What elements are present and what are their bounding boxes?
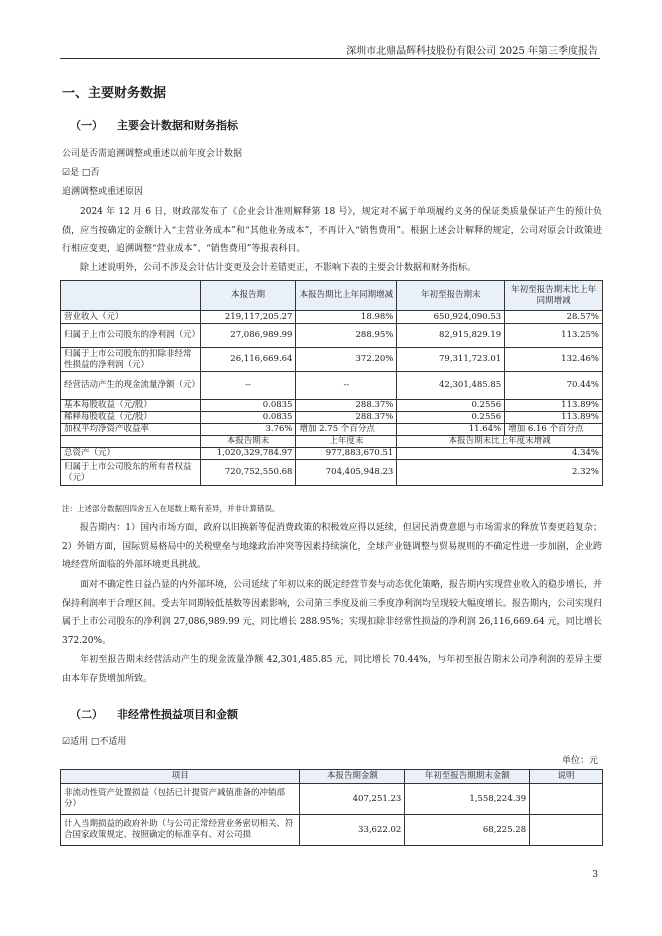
row-label: 基本每股收益（元/股） — [61, 400, 201, 412]
row-label: 归属于上市公司股东的扣除非经常性损益的净利润（元） — [61, 348, 201, 372]
table-row — [61, 348, 603, 372]
table-header: 上年度末 — [296, 436, 397, 448]
subsection-label: 非经常性损益项目和金额 — [117, 708, 238, 721]
cell-value: -- — [200, 372, 296, 400]
analysis-paragraph-3: 年初至报告期末经营活动产生的现金流量净额 42,301,485.85 元，同比增长 70.44%，与年初至报告期末公司净利润的差异主要由本年存货增加所致。 — [62, 655, 602, 684]
table-header: 年初至报告期末 — [397, 281, 505, 311]
cell-value: 27,086,989.99 — [200, 324, 296, 348]
cell-value: 68,225.28 — [405, 815, 530, 846]
cell-value: 3.76% — [200, 424, 296, 436]
table-row — [61, 311, 603, 324]
cell-value: 407,251.23 — [300, 784, 405, 815]
cell-value: 0.0835 — [200, 412, 296, 424]
cell-value: 1,020,329,784.97 — [200, 448, 296, 460]
table-header: 本报告期比上年同期增减 — [296, 281, 397, 311]
cell-value: 33,622.02 — [300, 815, 405, 846]
table-header: 说明 — [530, 770, 603, 784]
cell-value — [530, 784, 603, 815]
cell-value: 1,558,224.39 — [405, 784, 530, 815]
cell-value: 70.44% — [505, 372, 603, 400]
table-header — [61, 281, 201, 311]
cell-value: 82,915,829.19 — [397, 324, 505, 348]
cell-value: 26,116,669.64 — [200, 348, 296, 372]
row-label: 非流动性资产处置损益（包括已计提资产减值准备的冲销部分） — [61, 784, 300, 815]
page-number: 3 — [592, 870, 598, 880]
table-header: 本报告期金额 — [300, 770, 405, 784]
cell-value: 113.25% — [505, 324, 603, 348]
analysis-paragraph-2: 面对不确定性日益凸显的内外部环境，公司延续了年初以来的既定经营节奏与动态优化策略，报告期内实现营业收入的稳步增长，并保持利润率于合理区间。受去年同期较低基数等因素影响，公司第三季度及前三季度净利润均呈现较大幅度增长。报告期内，公司实现归属于上市公司股东的净利润 27,086,989.99 元，同比增长 288.95%；实现扣除非经常性损益的净利润 26,116,669.64 元，同比增长 372.20%。 — [62, 580, 603, 646]
restatement-question: 公司是否需追溯调整或重述以前年度会计数据 — [62, 149, 243, 159]
section-title: 一、主要财务数据 — [62, 86, 167, 101]
cell-value: 0.2556 — [397, 412, 505, 424]
restatement-reason-label: 追溯调整或重述原因 — [62, 187, 144, 197]
cell-value: 288.95% — [296, 324, 397, 348]
cell-value: -- — [296, 372, 397, 400]
table-row — [61, 448, 603, 460]
row-label: 归属于上市公司股东的所有者权益（元） — [61, 460, 201, 486]
table-header: 年初至报告期期末金额 — [405, 770, 530, 784]
table-header-row — [61, 436, 603, 448]
cell-value: 288.37% — [296, 412, 397, 424]
cell-value: 113.89% — [505, 412, 603, 424]
cell-value: 0.2556 — [397, 400, 505, 412]
applicability-options: ☑适用 □不适用 — [62, 737, 127, 747]
subsection-label: 主要会计数据和财务指标 — [117, 119, 238, 132]
row-label: 经营活动产生的现金流量净额（元） — [61, 372, 201, 400]
subsection-number: （一） — [70, 119, 103, 132]
subsection-title-1 — [70, 117, 238, 133]
table-row — [61, 784, 603, 815]
table-row — [61, 412, 603, 424]
table-row — [61, 815, 603, 846]
unit-label: 单位：元 — [561, 756, 598, 766]
cell-value: 18.98% — [296, 311, 397, 324]
cell-value: 28.57% — [505, 311, 603, 324]
row-label: 归属于上市公司股东的净利润（元） — [61, 324, 201, 348]
non-recurring-table — [60, 769, 603, 846]
cell-value — [530, 815, 603, 846]
table-row — [61, 372, 603, 400]
cell-value: 288.37% — [296, 400, 397, 412]
cell-value: 977,883,670.51 — [296, 448, 397, 460]
row-label: 稀释每股收益（元/股） — [61, 412, 201, 424]
cell-value: 113.89% — [505, 400, 603, 412]
table-row — [61, 424, 603, 436]
subsection-number: （二） — [70, 708, 103, 721]
cell-value: 372.20% — [296, 348, 397, 372]
cell-value: 11.64% — [397, 424, 505, 436]
row-label: 加权平均净资产收益率 — [61, 424, 201, 436]
header-divider — [60, 58, 600, 59]
main-financial-table — [60, 280, 603, 486]
table-header-row — [61, 281, 603, 311]
table-note: 注：上述部分数据因四舍五入在尾数上略有差异，并非计算错误。 — [62, 504, 280, 513]
table-header: 项目 — [61, 770, 300, 784]
restatement-paragraph: 2024 年 12 月 6 日，财政部发布了《企业会计准则解释第 18 号》，规定对不属于单项履约义务的保证类质量保证产生的预计负债，应当按确定的金额计入“主营业务成本”和“其他业务成本”，不再计入“销售费用”。根据上述会计解释的规定，公司对原会计政策进行相应变更，追溯调整“营业成本”、“销售费用”等报表科目。 — [62, 207, 602, 254]
cell-value: 720,752,550.68 — [200, 460, 296, 486]
row-label: 总资产（元） — [61, 448, 201, 460]
table-header: 本报告期末比上年度末增减 — [397, 436, 603, 448]
report-header: 深圳市北鼎晶辉科技股份有限公司 2025 年第三季度报告 — [346, 46, 598, 57]
table-row — [61, 324, 603, 348]
no-change-paragraph: 除上述说明外，公司不涉及会计估计变更及会计差错更正，不影响下表的主要会计数据和财务指标。 — [80, 263, 477, 273]
cell-value: 219,117,205.27 — [200, 311, 296, 324]
cell-value: 132.46% — [505, 348, 603, 372]
cell-value: 增加 2.75 个百分点 — [296, 424, 397, 436]
table-header: 本报告期 — [200, 281, 296, 311]
cell-value: 4.34% — [397, 448, 603, 460]
restatement-options: ☑是 □否 — [62, 168, 100, 178]
cell-value: 2.32% — [397, 460, 603, 486]
row-label: 计入当期损益的政府补助（与公司正常经营业务密切相关、符合国家政策规定、按照确定的标准享有、对公司损 — [61, 815, 300, 846]
cell-value: 42,301,485.85 — [397, 372, 505, 400]
table-header-row — [61, 770, 603, 784]
cell-value: 增加 6.16 个百分点 — [505, 424, 603, 436]
table-row — [61, 400, 603, 412]
row-label: 营业收入（元） — [61, 311, 201, 324]
subsection-title-2 — [70, 706, 238, 722]
cell-value: 704,405,948.23 — [296, 460, 397, 486]
cell-value: 650,924,090.53 — [397, 311, 505, 324]
table-header: 年初至报告期末比上年同期增减 — [505, 281, 603, 311]
cell-value: 0.0835 — [200, 400, 296, 412]
cell-value: 79,311,723.01 — [397, 348, 505, 372]
analysis-paragraph-1: 报告期内：1）国内市场方面，政府以旧换新等促消费政策的积极效应得以延续，但居民消费意愿与市场需求的释放节奏更趋复杂；2）外销方面，国际贸易格局中的关税壁垒与地缘政治冲突等因素持续演化，全球产业链调整与贸易规则的不确定性进一步加剧，企业跨境经营所面临的外部环境更具挑战。 — [62, 523, 602, 570]
table-header: 本报告期末 — [200, 436, 296, 448]
table-header — [61, 436, 201, 448]
table-row — [61, 460, 603, 486]
